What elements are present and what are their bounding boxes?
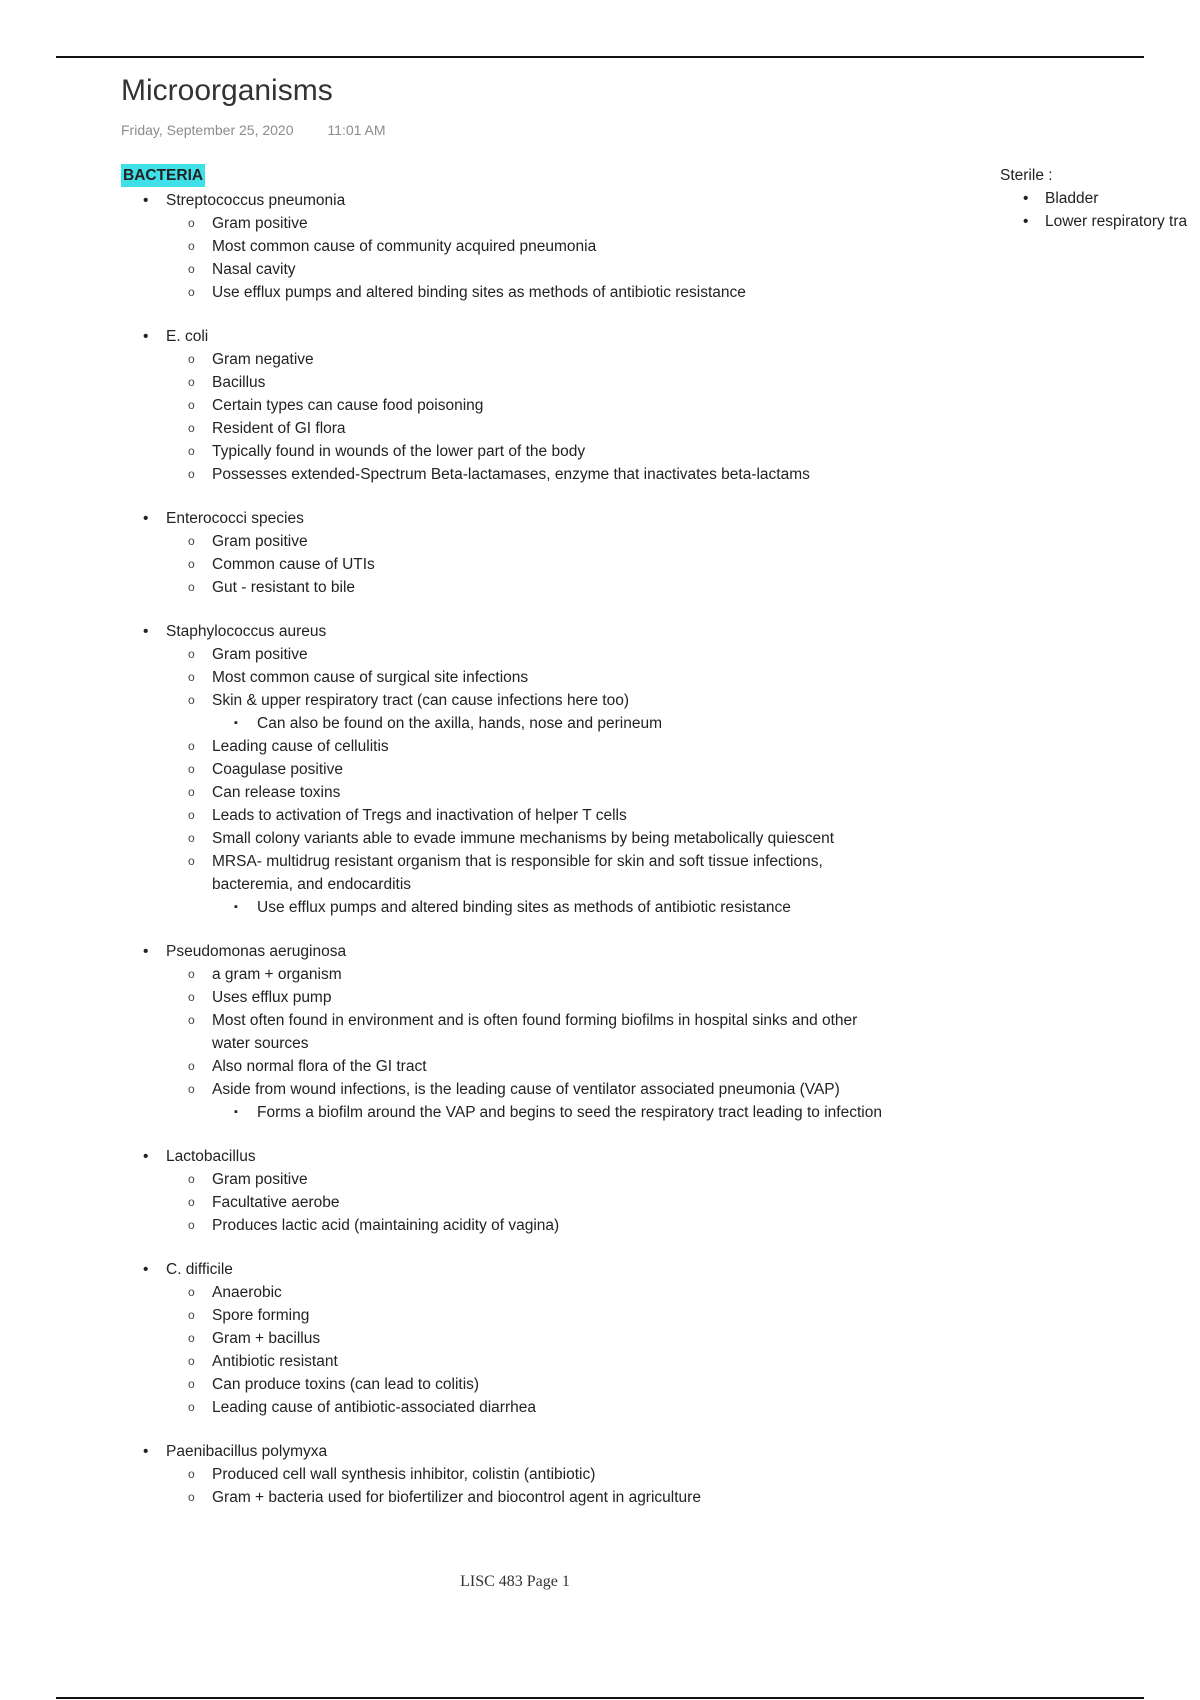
bacteria-point-text: Can release toxins (212, 784, 341, 801)
bacteria-point-text: Most common cause of community acquired pneumonia (212, 238, 597, 255)
bacteria-group (121, 620, 1021, 919)
bacteria-point-text: Can produce toxins (can lead to colitis) (212, 1376, 480, 1393)
bacteria-point-text: a gram + organism (212, 966, 342, 983)
bacteria-point (121, 735, 1021, 758)
bacteria-point (121, 1168, 1021, 1191)
bacteria-point-text: Small colony variants able to evade immune mechanisms by being metabolically quiescent (212, 830, 835, 847)
bacteria-point-text: Gram + bacteria used for biofertilizer and biocontrol agent in agriculture (212, 1489, 701, 1506)
bacteria-point (121, 986, 1021, 1009)
bacteria-point-text: Leading cause of antibiotic-associated diarrhea (212, 1399, 536, 1416)
sidebar-list (1000, 187, 1200, 233)
bacteria-point-text: Produced cell wall synthesis inhibitor, colistin (antibiotic) (212, 1466, 596, 1483)
bacteria-name: C. difficile (166, 1261, 233, 1278)
bacteria-point-text: Nasal cavity (212, 261, 296, 278)
bacteria-item (121, 325, 1021, 486)
bacteria-item (121, 507, 1021, 599)
bacteria-point (121, 758, 1021, 781)
bacteria-group (121, 940, 1021, 1124)
bacteria-point (121, 258, 1021, 281)
bacteria-subpoint: ▪ Use efflux pumps and altered binding sites as methods of antibiotic resistance (121, 896, 1021, 919)
bacteria-point (121, 1214, 1021, 1237)
bacteria-point (121, 281, 1021, 304)
bacteria-point-text: Gram positive (212, 646, 308, 663)
bacteria-point (121, 1191, 1021, 1214)
bacteria-point (121, 1078, 1021, 1124)
bacteria-subpoint: ▪ Can also be found on the axilla, hands, nose and perineum (121, 712, 1021, 735)
bacteria-name: Pseudomonas aeruginosa (166, 943, 347, 960)
bacteria-point (121, 1055, 1021, 1078)
bacteria-point-continuation: bacteremia, and endocarditis (212, 876, 412, 893)
bacteria-point (121, 1009, 1021, 1055)
bacteria-point (121, 781, 1021, 804)
bacteria-point (121, 643, 1021, 666)
bacteria-point (121, 963, 1021, 986)
notes-body (121, 164, 1021, 1530)
bacteria-item (121, 940, 1021, 1124)
bacteria-point (121, 576, 1021, 599)
bacteria-point-text: Use efflux pumps and altered binding sites as methods of antibiotic resistance (212, 284, 746, 301)
bacteria-point-text: Skin & upper respiratory tract (can cause infections here too) (212, 692, 629, 709)
bacteria-item (121, 1440, 1021, 1509)
bacteria-group (121, 189, 1021, 304)
bacteria-point-text: Produces lactic acid (maintaining acidity of vagina) (212, 1217, 560, 1234)
bacteria-point (121, 212, 1021, 235)
bacteria-group (121, 325, 1021, 486)
bacteria-point-text: Leads to activation of Tregs and inactivation of helper T cells (212, 807, 627, 824)
bacteria-point-text: Resident of GI flora (212, 420, 346, 437)
bacteria-point (121, 463, 1021, 486)
bacteria-point-text: Bacillus (212, 374, 266, 391)
bacteria-point-text: Most common cause of surgical site infections (212, 669, 529, 686)
page-title: Microorganisms (121, 74, 333, 107)
bacteria-point-text: Gram negative (212, 351, 314, 368)
bacteria-name: Streptococcus pneumonia (166, 192, 346, 209)
bacteria-point-text: MRSA- multidrug resistant organism that is responsible for skin and soft tissue infections, (212, 853, 823, 870)
bacteria-point-text: Common cause of UTIs (212, 556, 375, 573)
bacteria-name: Lactobacillus (166, 1148, 256, 1165)
bacteria-item (121, 1145, 1021, 1237)
bacteria-point-text: Gram positive (212, 533, 308, 550)
bacteria-point (121, 348, 1021, 371)
bacteria-point (121, 440, 1021, 463)
page-meta (121, 122, 386, 138)
bacteria-point (121, 1373, 1021, 1396)
sidebar-label: Sterile : (1000, 167, 1053, 184)
bacteria-point-text: Facultative aerobe (212, 1194, 340, 1211)
bacteria-name: E. coli (166, 328, 209, 345)
bacteria-point-text: Most often found in environment and is often found forming biofilms in hospital sinks and other (212, 1012, 858, 1029)
bacteria-point (121, 1463, 1021, 1486)
bacteria-group (121, 507, 1021, 599)
bacteria-point-text: Certain types can cause food poisoning (212, 397, 484, 414)
bacteria-point-text: Typically found in wounds of the lower part of the body (212, 443, 586, 460)
bacteria-point (121, 1304, 1021, 1327)
bacteria-group (121, 1145, 1021, 1237)
bacteria-point (121, 1396, 1021, 1419)
sidebar-note (1000, 164, 1200, 233)
bacteria-point (121, 1350, 1021, 1373)
bacteria-point (121, 371, 1021, 394)
bacteria-point (121, 689, 1021, 735)
bacteria-point (121, 850, 1021, 919)
bacteria-point (121, 394, 1021, 417)
bacteria-point-text: Gut - resistant to bile (212, 579, 356, 596)
bacteria-name: Enterococci species (166, 510, 304, 527)
top-rule (56, 56, 1144, 58)
bacteria-name: Staphylococcus aureus (166, 623, 327, 640)
bacteria-point (121, 530, 1021, 553)
bacteria-point (121, 827, 1021, 850)
bottom-rule (56, 1697, 1144, 1699)
page-footer: LISC 483 Page 1 (460, 1573, 570, 1590)
bacteria-point (121, 804, 1021, 827)
page-time: 11:01 AM (327, 122, 386, 138)
bacteria-point (121, 417, 1021, 440)
bacteria-point-text: Uses efflux pump (212, 989, 332, 1006)
bacteria-point (121, 1327, 1021, 1350)
page-date: Friday, September 25, 2020 (121, 122, 294, 138)
bacteria-point-text: Gram + bacillus (212, 1330, 321, 1347)
bacteria-point (121, 666, 1021, 689)
bacteria-point-text: Coagulase positive (212, 761, 343, 778)
bacteria-group (121, 1258, 1021, 1419)
bacteria-point-text: Gram positive (212, 215, 308, 232)
bacteria-item (121, 189, 1021, 304)
bacteria-point-text: Anaerobic (212, 1284, 282, 1301)
bacteria-point-text: Gram positive (212, 1171, 308, 1188)
section-heading: BACTERIA (121, 164, 205, 187)
bacteria-point (121, 235, 1021, 258)
bacteria-item (121, 620, 1021, 919)
bacteria-point-text: Possesses extended-Spectrum Beta-lactamases, enzyme that inactivates beta-lactams (212, 466, 810, 483)
bacteria-point-text: Spore forming (212, 1307, 310, 1324)
bacteria-item (121, 1258, 1021, 1419)
bacteria-point (121, 1281, 1021, 1304)
bacteria-point-text: Also normal flora of the GI tract (212, 1058, 427, 1075)
bacteria-name: Paenibacillus polymyxa (166, 1443, 328, 1460)
bacteria-point-text: Aside from wound infections, is the leading cause of ventilator associated pneumonia (VAP) (212, 1081, 840, 1098)
sidebar-item: • Bladder (1000, 187, 1200, 210)
bacteria-subpoint: ▪ Forms a biofilm around the VAP and begins to seed the respiratory tract leading to infection (121, 1101, 1021, 1124)
bacteria-point (121, 1486, 1021, 1509)
bacteria-list (121, 189, 1021, 1509)
bacteria-point-text: Antibiotic resistant (212, 1353, 338, 1370)
bacteria-point-text: Leading cause of cellulitis (212, 738, 389, 755)
sidebar-item: • Lower respiratory tra (1000, 210, 1200, 233)
bacteria-point (121, 553, 1021, 576)
bacteria-group (121, 1440, 1021, 1509)
bacteria-point-continuation: water sources (212, 1035, 309, 1052)
